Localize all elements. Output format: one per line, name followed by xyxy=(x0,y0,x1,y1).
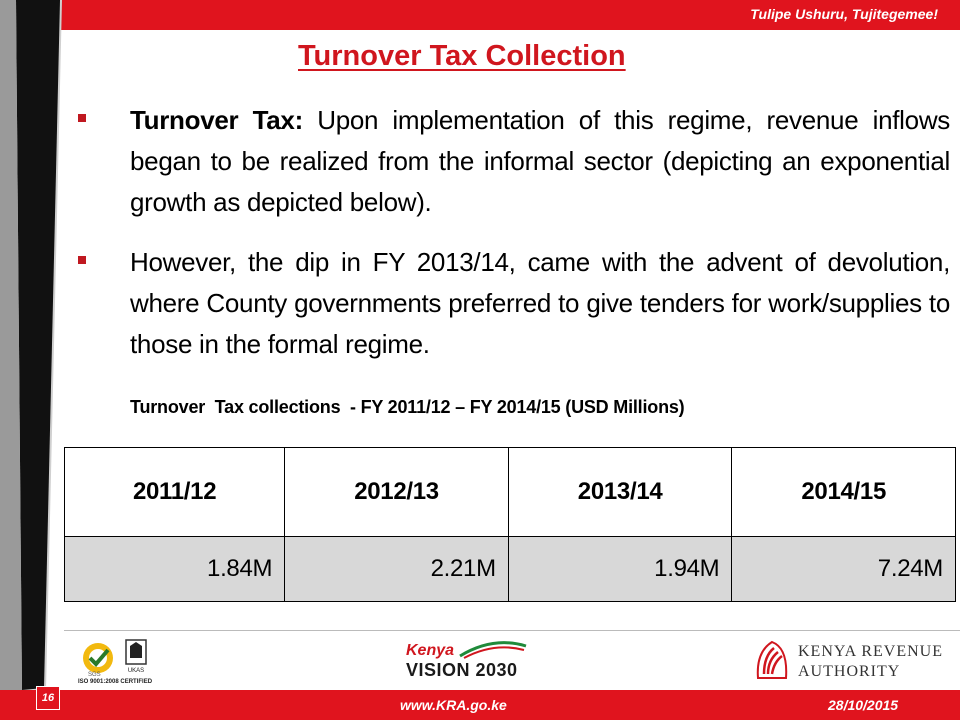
table-caption: Turnover Tax collections - FY 2011/12 – FY 2014/15 (USD Millions) xyxy=(130,397,685,417)
kra-line-2: AUTHORITY xyxy=(798,663,901,680)
bullet-paragraph-2 xyxy=(130,242,950,365)
table-row xyxy=(65,537,956,602)
sgs-certification-logo xyxy=(80,640,120,676)
kenya-brand-text: Kenya xyxy=(406,642,455,659)
bullet-text: However, the dip in FY 2013/14, came with the advent of devolution, where County governments preferred to give tenders for work/supplies to those in the formal regime. xyxy=(130,247,950,359)
column-header: 2011/12 xyxy=(65,448,285,537)
left-wedge-decoration xyxy=(0,0,70,720)
column-header: 2014/15 xyxy=(732,448,956,537)
table-cell: 2.21M xyxy=(285,537,509,602)
kra-wordmark xyxy=(798,642,943,682)
column-header: 2012/13 xyxy=(285,448,509,537)
ukas-label: UKAS xyxy=(127,668,145,674)
sgs-label: SGS xyxy=(88,672,101,678)
kra-line-1: KENYA REVENUE xyxy=(798,643,943,660)
kra-lion-emblem-icon xyxy=(752,638,792,682)
footer-divider xyxy=(64,630,960,631)
ukas-certification-logo xyxy=(124,638,148,676)
vision-2030-text: VISION 2030 xyxy=(406,660,518,680)
bullet-marker xyxy=(78,114,86,122)
table-cell: 1.84M xyxy=(65,537,285,602)
table-cell: 7.24M xyxy=(732,537,956,602)
motto-text: Tulipe Ushuru, Tujitegemee! xyxy=(750,6,938,22)
bullet-lead: Turnover Tax: xyxy=(130,105,303,135)
page-number: 16 xyxy=(36,686,60,710)
table-cell: 1.94M xyxy=(508,537,732,602)
column-header: 2013/14 xyxy=(508,448,732,537)
turnover-tax-table xyxy=(64,447,956,602)
slide-title: Turnover Tax Collection xyxy=(298,40,626,72)
bullet-text: Upon implementation of this regime, revenue inflows began to be realized from the informal sector (depicting an exponential growth as depicted below). xyxy=(130,105,950,217)
iso-certified-text: ISO 9001:2008 CERTIFIED xyxy=(78,679,153,685)
bullet-paragraph-1 xyxy=(130,100,950,223)
vision-2030-swoosh-icon xyxy=(458,640,528,660)
table-header-row xyxy=(65,448,956,537)
website-link[interactable]: www.KRA.go.ke xyxy=(400,697,507,713)
bullet-marker xyxy=(78,256,86,264)
footer-date: 28/10/2015 xyxy=(828,697,899,713)
